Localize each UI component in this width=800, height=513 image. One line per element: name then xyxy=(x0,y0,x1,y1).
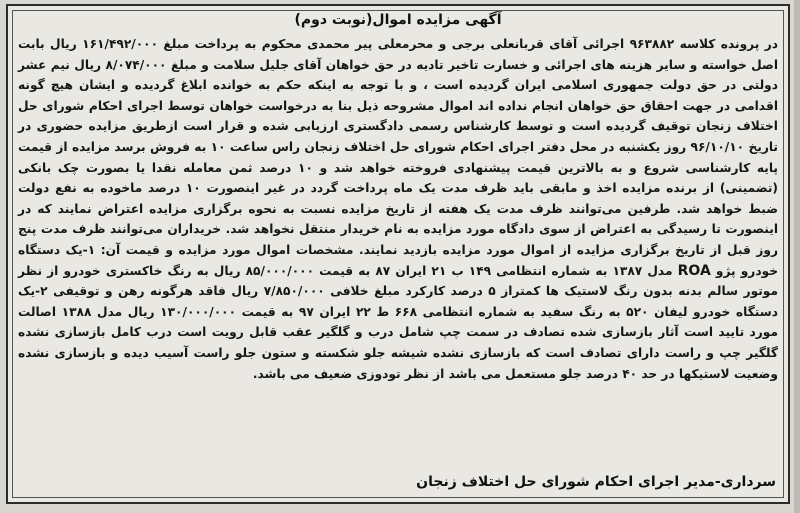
page-edge xyxy=(794,0,800,513)
notice-body xyxy=(18,34,778,384)
notice-body-part2: مدل ۱۳۸۷ به شماره انتظامی ۱۴۹ ب ۲۱ ایران ۸۷ به قیمت ۸۵/۰۰۰/۰۰۰ ریال به رنگ خاکستری خودرو از نظر موتور سالم بدنه بدون رنگ لاستیک ها کمتراز ۵ درصد کارکرد مبلغ خلافی ۷/۸۵۰/۰۰۰ ریال فاقد هرگونه رهن و توقیفی ۲-یک دستگاه خودرو لیفان ۵۲۰ به رنگ سفید به شماره انتظامی ۶۶۸ ط ۲۲ ایران ۹۷ به قیمت ۱۳۰/۰۰۰/۰۰۰ ریال مدل ۱۳۸۸ اصالت مورد تایید است آثار بازسازی شده تصادف در سمت چپ شامل درب و گلگیر عقب قابل رویت است درب کامل بازسازی نشده گلگیر چپ و راست دارای تصادف است که بازسازی نشده شیشه جلو شکسته و ستون جلو راست آسیب دیده و بازسازی نشده وضعیت لاستیکها در حد ۴۰ درصد جلو مستعمل می باشد از نظر تودوزی ضعیف می باشد. xyxy=(18,263,778,381)
notice-frame xyxy=(6,4,790,504)
notice-signature: سرداری-مدیر اجرای احکام شورای حل اختلاف زنجان xyxy=(416,474,776,490)
notice-title: آگهی مزایده اموال(نوبت دوم) xyxy=(294,12,502,28)
notice-body-part1: در پرونده کلاسه ۹۶۳۸۸۲ اجرائی آقای قربانعلی برجی و محرمعلی پیر محمدی محکوم به پرداخت مبلغ ۱۶۱/۴۹۲/۰۰۰ ریال بابت اصل خواسته و سایر هزینه های اجرائی و خسارت تاخیر تادیه در حق خواهان آقای جلیل سلامت و مبلغ ۸/۰۷۴/۰۰۰ ریال نیم عشر دولتی در حق دولت جمهوری اسلامی ایران گردیده است ، و با توجه به اینکه حکم به خوانده ابلاغ گردیده و ایشان هیچ گونه اقدامی در جهت احقاق حق خواهان انجام نداده اند اموال مشروحه ذیل بنا به درخواست خواهان توسط اجرای احکام شورای حل اختلاف زنجان توقیف گردیده است و توسط کارشناس رسمی دادگستری ارزیابی شده و قرار است ازطریق مزایده حضوری در تاریخ ۹۶/۱۰/۱۰ روز یکشنبه در محل دفتر اجرای احکام شورای حل اختلاف زنجان راس ساعت ۱۰ به فروش برسد مزایده از قیمت پایه کارشناسی شروع و به بالاترین قیمت پیشنهادی فروخته خواهد شد و ۱۰ درصد ثمن معامله نقدا یا بصورت چک بانکی (تضمینی) از برنده مزایده اخذ و مابقی باید ظرف مدت یک ماه پرداخت گردد در غیر اینصورت ۱۰ درصد ماخوده به نفع دولت ضبط خواهد شد. طرفین می‌توانند ظرف مدت یک هفته از تاریخ مزایده نسبت به نحوه برگزاری مزایده اعتراض نمایند که در اینصورت تا رسیدگی به اعتراض از سوی دادگاه مورد مزایده به نام خریدار منتقل نخواهد شد. خریداران می‌توانند ظرف مدت پنج روز قبل از تاریخ برگزاری مزایده از اموال مورد مزایده بازدید نمایند. مشخصات اموال مورد مزایده و قیمت آن: ۱-یک دستگاه خودرو پژو xyxy=(18,37,779,278)
car-model-brand: ROA xyxy=(677,262,711,279)
